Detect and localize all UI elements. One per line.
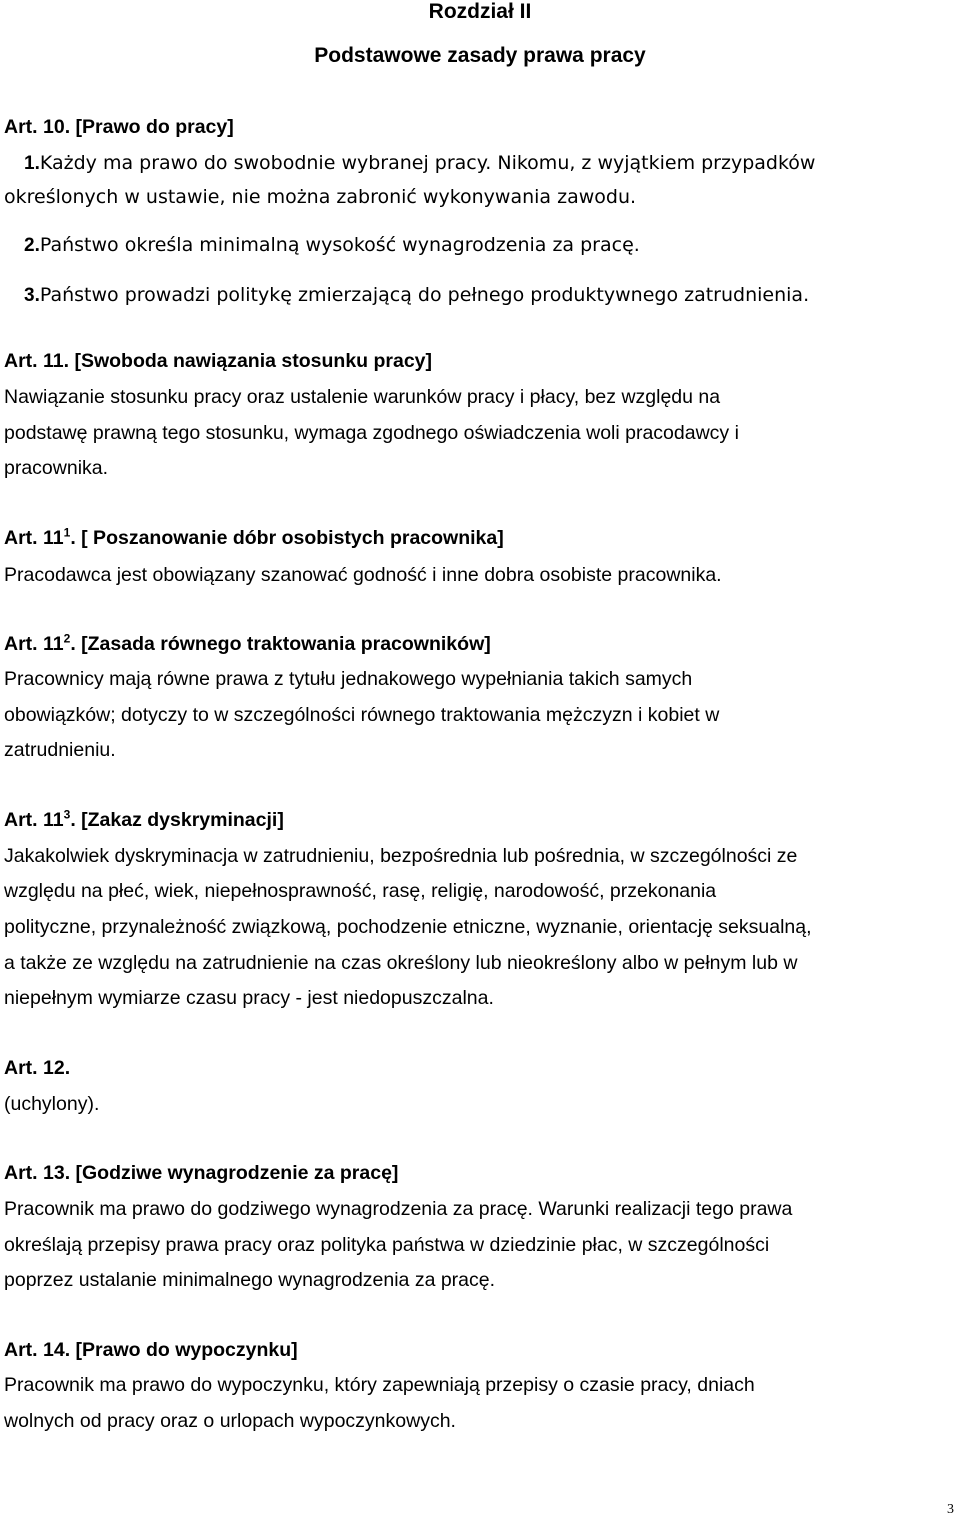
art10-par2-number: 2. xyxy=(24,235,40,256)
art11-1-line1: Pracodawca jest obowiązany szanować godność i inne dobra osobiste pracownika. xyxy=(4,564,722,586)
art11-line2: podstawę prawną tego stosunku, wymaga zgodnego oświadczenia woli pracodawcy i xyxy=(4,422,739,444)
art11-3-suffix: . [Zakaz dyskryminacji] xyxy=(70,809,284,831)
art10-par2-text: Państwo określa minimalną wysokość wynagrodzenia za pracę. xyxy=(39,234,640,256)
art11-2-suffix: . [Zasada równego traktowania pracowników] xyxy=(70,633,491,655)
art11-1-sup: 1 xyxy=(63,525,71,540)
art10-par3-text: Państwo prowadzi politykę zmierzającą do pełnego produktywnego zatrudnienia. xyxy=(39,284,810,306)
art11-3-heading xyxy=(4,808,284,832)
art10-par1-text: Każdy ma prawo do swobodnie wybranej pracy. Nikomu, z wyjątkiem przypadków xyxy=(39,152,816,174)
art13-heading: Art. 13. [Godziwe wynagrodzenie za pracę] xyxy=(4,1162,399,1184)
art14-line1: Pracownik ma prawo do wypoczynku, który zapewniają przepisy o czasie pracy, dniach xyxy=(4,1374,755,1396)
page-number: 3 xyxy=(947,1502,954,1517)
art13-line2: określają przepisy prawa pracy oraz polityka państwa w dziedzinie płac, w szczególności xyxy=(4,1234,770,1256)
art12-heading: Art. 12. xyxy=(4,1057,71,1079)
art11-line1: Nawiązanie stosunku pracy oraz ustalenie warunków pracy i płacy, bez względu na xyxy=(4,386,721,408)
art11-3-line4: a także ze względu na zatrudnienie na czas określony lub nieokreślony albo w pełnym lub w xyxy=(4,952,798,974)
art11-2-heading xyxy=(4,632,491,656)
art11-line3: pracownika. xyxy=(4,457,109,479)
art11-3-prefix: Art. 11 xyxy=(4,809,64,831)
art11-2-line2: obowiązków; dotyczy to w szczególności równego traktowania mężczyzn i kobiet w xyxy=(4,704,720,726)
art11-3-line5: niepełnym wymiarze czasu pracy - jest niedopuszczalna. xyxy=(4,987,494,1009)
art11-2-sup: 2 xyxy=(63,631,71,646)
art14-heading: Art. 14. [Prawo do wypoczynku] xyxy=(4,1339,298,1361)
art10-par2 xyxy=(24,233,640,258)
art10-par1-number: 1. xyxy=(24,153,40,174)
art10-par1-line2: określonych w ustawie, nie można zabronić wykonywania zawodu. xyxy=(4,186,637,208)
art11-1-suffix: . [ Poszanowanie dóbr osobistych pracownika] xyxy=(70,527,504,549)
art11-2-line1: Pracownicy mają równe prawa z tytułu jednakowego wypełniania takich samych xyxy=(4,668,693,690)
art11-3-sup: 3 xyxy=(63,807,71,822)
art10-par3-number: 3. xyxy=(24,285,40,306)
art11-2-prefix: Art. 11 xyxy=(4,633,64,655)
chapter-subtitle: Podstawowe zasady prawa pracy xyxy=(314,44,646,67)
art11-3-line3: polityczne, przynależność związkową, pochodzenie etniczne, wyznanie, orientację seksualną, xyxy=(4,916,812,938)
art13-line3: poprzez ustalanie minimalnego wynagrodzenia za pracę. xyxy=(4,1269,496,1291)
art13-line1: Pracownik ma prawo do godziwego wynagrodzenia za pracę. Warunki realizacji tego prawa xyxy=(4,1198,793,1220)
art10-par1-line1 xyxy=(24,151,815,176)
art11-3-line2: względu na płeć, wiek, niepełnosprawność, rasę, religię, narodowość, przekonania xyxy=(4,880,717,902)
art11-1-prefix: Art. 11 xyxy=(4,527,64,549)
art11-heading: Art. 11. [Swoboda nawiązania stosunku pracy] xyxy=(4,350,433,372)
art10-par3 xyxy=(24,283,809,308)
art11-3-line1: Jakakolwiek dyskryminacja w zatrudnieniu, bezpośrednia lub pośrednia, w szczególności ze xyxy=(4,845,798,867)
chapter-title: Rozdział II xyxy=(428,0,532,23)
art10-heading: Art. 10. [Prawo do pracy] xyxy=(4,116,234,138)
art12-line1: (uchylony). xyxy=(4,1093,100,1115)
art11-2-line3: zatrudnieniu. xyxy=(4,739,116,761)
art14-line2: wolnych od pracy oraz o urlopach wypoczynkowych. xyxy=(4,1410,456,1432)
art11-1-heading xyxy=(4,526,504,550)
